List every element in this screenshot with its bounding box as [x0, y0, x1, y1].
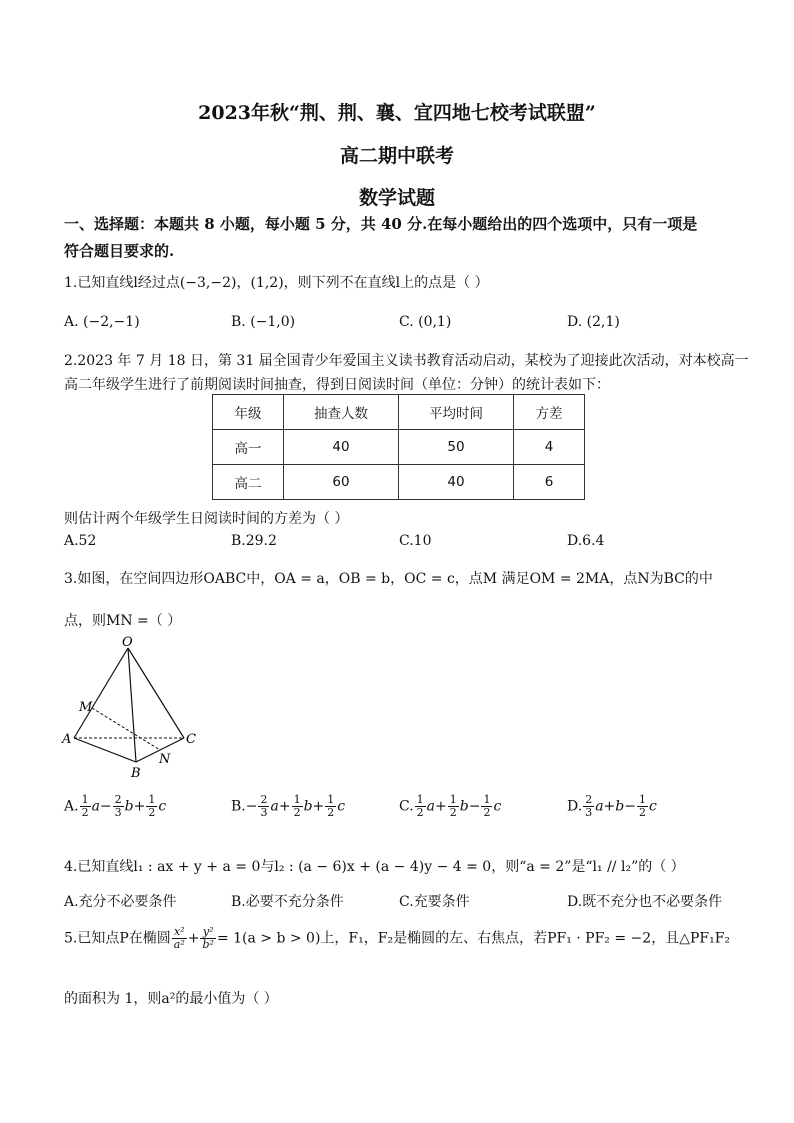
fraction: $\frac{1}{2}$ — [81, 793, 89, 819]
operator: + — [187, 930, 200, 947]
q1-stem: 1.已知直线l经过点(−3,−2)，(1,2)，则下列不在直线l上的点是（ ） — [64, 275, 489, 291]
vector-a: a — [91, 798, 100, 815]
q2-question: 则估计两个年级学生日阅读时间的方差为（ ） — [64, 511, 349, 527]
q4-option-b: B.必要不充分条件 — [231, 894, 344, 910]
q5-stem-line1 — [64, 926, 730, 951]
label-n: N — [159, 752, 171, 767]
q3-option-c — [399, 794, 501, 819]
vector-a: a — [595, 798, 604, 815]
table-header-cell: 年级 — [213, 395, 284, 430]
edge-ab — [74, 738, 136, 762]
q1-option-a: A. (−2,−1) — [64, 314, 140, 330]
q1-option-c: C. (0,1) — [399, 314, 452, 330]
fraction: $\frac{1}{2}$ — [483, 793, 491, 819]
q5-text: = 1(a > b > 0)上，F₁，F₂是椭圆的左、右焦点，若PF₁ · PF₂ = −2，且△PF₁F₂ — [216, 930, 731, 947]
fraction: $\frac{1}{2}$ — [416, 793, 424, 819]
label-o: O — [122, 636, 133, 650]
q4-option-a: A.充分不必要条件 — [64, 894, 177, 910]
q3-option-d — [567, 794, 657, 819]
option-prefix: C. — [399, 798, 414, 815]
fraction: $\frac{2}{3}$ — [585, 793, 593, 819]
table-header-cell: 方差 — [514, 395, 585, 430]
vector-b: b — [459, 798, 469, 815]
label-b: B — [131, 766, 141, 781]
option-prefix: A. — [64, 798, 79, 815]
q4-option-c: C.充要条件 — [399, 894, 470, 910]
fraction-x2-a2: $\frac{\text{x²}}{\text{a²}}$ — [173, 925, 185, 951]
table-header-cell: 抽查人数 — [284, 395, 399, 430]
fraction: $\frac{1}{2}$ — [148, 793, 156, 819]
vector-b: b — [303, 798, 313, 815]
table-cell: 4 — [514, 430, 585, 465]
operator: − — [245, 798, 258, 815]
vector-c: c — [158, 798, 167, 815]
table-cell: 40 — [284, 430, 399, 465]
edge-oc — [128, 648, 184, 738]
table-cell: 50 — [399, 430, 514, 465]
operator: − — [468, 798, 481, 815]
label-c: C — [186, 732, 196, 747]
operator: + — [603, 798, 616, 815]
edge-oa — [74, 648, 128, 738]
operator: + — [278, 798, 291, 815]
vector-b: b — [124, 798, 134, 815]
q2-option-b: B.29.2 — [231, 533, 277, 549]
table-cell: 40 — [399, 465, 514, 500]
fraction: $\frac{2}{3}$ — [114, 793, 122, 819]
fraction: $\frac{2}{3}$ — [260, 793, 268, 819]
exam-title: 2023年秋“荆、荆、襄、宜四地七校考试联盟” — [198, 102, 596, 124]
q1-option-b: B. (−1,0) — [231, 314, 296, 330]
table-cell: 高二 — [213, 465, 284, 500]
q2-stem-line2: 高二年级学生进行了前期阅读时间抽查，得到日阅读时间（单位：分钟）的统计表如下： — [64, 377, 610, 393]
q2-stem-line1: 2.2023 年 7 月 18 日，第 31 届全国青少年爱国主义读书教育活动启动，某校为了迎接此次活动，对本校高一 — [64, 353, 749, 369]
q4-option-d: D.既不充分也不必要条件 — [567, 894, 723, 910]
reading-time-table — [212, 394, 585, 500]
label-a: A — [62, 732, 72, 747]
fraction-y2-b2: $\frac{\text{y²}}{\text{b²}}$ — [202, 925, 214, 951]
table-cell: 60 — [284, 465, 399, 500]
exam-subtitle: 高二期中联考 — [339, 145, 454, 167]
table-row — [213, 465, 585, 500]
table-header-row — [213, 395, 585, 430]
q4-stem: 4.已知直线l₁ : ax + y + a = 0与l₂ : (a − 6)x + (a − 4)y − 4 = 0，则“a = 2”是“l₁ // l₂”的（ ） — [64, 859, 685, 875]
q5-stem-line2: 的面积为 1，则a²的最小值为（ ） — [64, 991, 278, 1007]
option-prefix: D. — [567, 798, 583, 815]
label-m: M — [79, 700, 93, 715]
table-cell: 6 — [514, 465, 585, 500]
operator: + — [312, 798, 325, 815]
section-heading-line2: 符合题目要求的. — [64, 242, 175, 260]
vector-c: c — [648, 798, 657, 815]
q3-stem-line2: 点，则MN =（ ） — [64, 613, 182, 629]
table-cell: 高一 — [213, 430, 284, 465]
edge-ob — [128, 648, 136, 762]
fraction: $\frac{1}{2}$ — [327, 793, 335, 819]
q2-option-c: C.10 — [399, 533, 432, 549]
fraction: $\frac{1}{2}$ — [638, 793, 646, 819]
segment-mn — [92, 708, 160, 750]
table-header-cell: 平均时间 — [399, 395, 514, 430]
vector-c: c — [337, 798, 346, 815]
tetrahedron-figure — [60, 636, 210, 782]
q3-option-a — [64, 794, 166, 819]
vector-a: a — [426, 798, 436, 815]
vector-a: a — [270, 798, 279, 815]
fraction: $\frac{1}{2}$ — [449, 793, 457, 819]
operator: + — [133, 798, 146, 815]
subject-title: 数学试题 — [358, 187, 435, 209]
operator: + — [435, 798, 447, 815]
operator: − — [624, 798, 636, 815]
q2-option-a: A.52 — [64, 533, 97, 549]
q2-option-d: D.6.4 — [567, 533, 605, 549]
table-row — [213, 430, 585, 465]
fraction: $\frac{1}{2}$ — [293, 793, 301, 819]
operator: − — [99, 798, 112, 815]
q3-stem-line1: 3.如图，在空间四边形OABC中，OA = a，OB = b，OC = c，点M 满足OM = 2MA，点N为BC的中 — [64, 571, 713, 587]
q5-text: 5.已知点P在椭圆 — [64, 930, 171, 947]
vector-c: c — [493, 798, 502, 815]
option-prefix: B. — [231, 798, 246, 815]
q3-option-b — [231, 794, 345, 819]
q1-option-d: D. (2,1) — [567, 314, 620, 330]
section-heading-line1: 一、选择题：本题共 8 小题，每小题 5 分，共 40 分.在每小题给出的四个选项中，只有一项是 — [64, 215, 698, 233]
vector-b: b — [615, 798, 625, 815]
